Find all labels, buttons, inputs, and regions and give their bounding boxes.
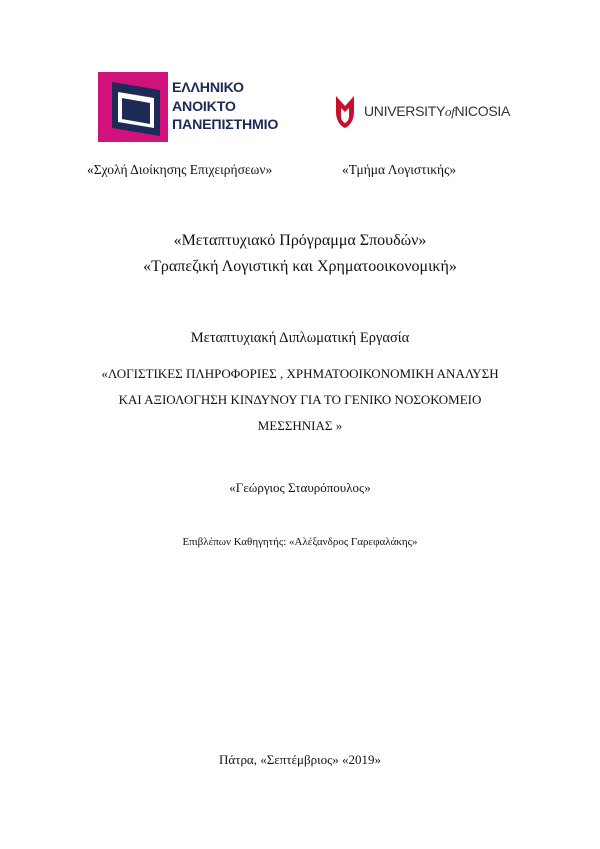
author-name: «Γεώργιος Σταυρόπουλος» [229, 480, 371, 495]
hou-wordmark [172, 79, 278, 135]
program-title-line-2: «Τραπεζική Λογιστική και Χρηματοοικονομική» [143, 258, 457, 275]
unic-wordmark-nicosia: NICOSIA [454, 103, 510, 119]
hou-wordmark-line: ΕΛΛΗΝΙΚΟ [172, 80, 244, 96]
school-name: «Σχολή Διοίκησης Επιχειρήσεων» [87, 162, 273, 177]
university-of-nicosia-logo [332, 94, 512, 134]
unic-emblem-icon [332, 94, 358, 130]
thesis-title-line-2: ΚΑΙ ΑΞΙΟΛΟΓΗΣΗ ΚΙΝΔΥΝΟΥ ΓΙΑ ΤΟ ΓΕΝΙΚΟ ΝΟΣΟΚΟΜΕΙΟ [118, 392, 482, 407]
unic-wordmark-university: UNIVERSITY [364, 103, 446, 119]
hellenic-open-university-logo [98, 72, 288, 144]
unic-wordmark [364, 103, 510, 120]
department-name: «Τμήμα Λογιστικής» [342, 162, 457, 177]
hou-emblem-icon [98, 72, 168, 142]
thesis-type: Μεταπτυχιακή Διπλωματική Εργασία [190, 330, 410, 346]
thesis-title-line-1: «ΛΟΓΙΣΤΙΚΕΣ ΠΛΗΡΟΦΟΡΙΕΣ , ΧΡΗΜΑΤΟΟΙΚΟΝΟΜΙΚΗ ΑΝΑΛΥΣΗ [101, 366, 499, 381]
place-and-date: Πάτρα, «Σεπτέμβριος» «2019» [219, 752, 381, 767]
hou-wordmark-line: ΑΝΟΙΚΤΟ [172, 98, 236, 115]
unic-wordmark-of: of [445, 104, 455, 119]
thesis-title-line-3: ΜΕΣΣΗΝΙΑΣ » [257, 418, 343, 433]
hou-wordmark-line: ΠΑΝΕΠΙΣΤΗΜΙΟ [172, 117, 279, 133]
supervisor-name: Επιβλέπων Καθηγητής: «Αλέξανδρος Γαρεφαλάκης» [182, 536, 418, 548]
program-title-line-1: «Μεταπτυχιακό Πρόγραμμα Σπουδών» [173, 232, 427, 249]
